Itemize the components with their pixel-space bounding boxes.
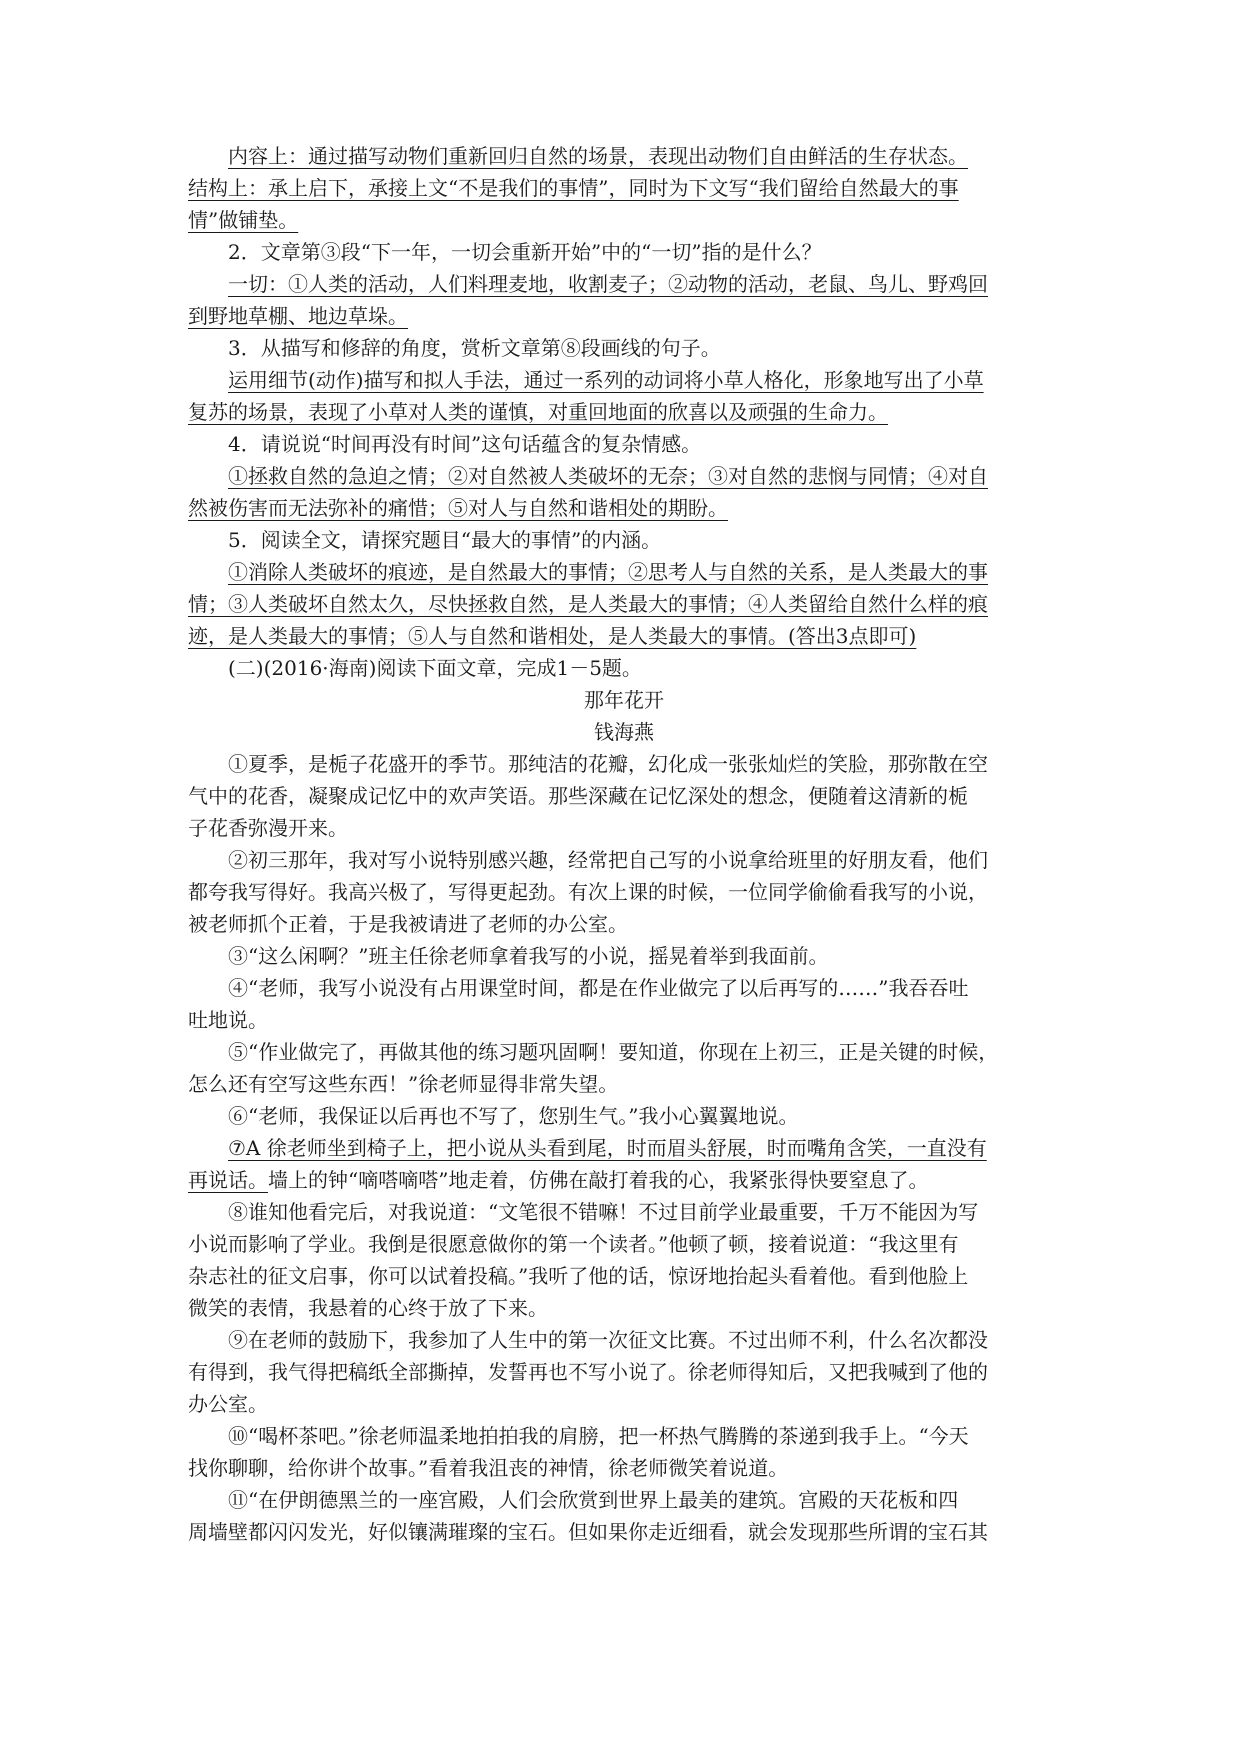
paragraph-line: 吐地说。 bbox=[188, 1008, 268, 1032]
paragraph-line: 找你聊聊，给你讲个故事。”看着我沮丧的神情，徐老师微笑着说道。 bbox=[188, 1456, 789, 1480]
question-2: 2．文章第③段“下一年，一切会重新开始”中的“一切”指的是什么？ bbox=[228, 240, 822, 264]
answer-3-line: 运用细节(动作)描写和拟人手法，通过一系列的动词将小草人格化，形象地写出了小草 bbox=[228, 368, 984, 392]
paragraph-line: ⑥“老师，我保证以后再也不写了，您别生气。”我小心翼翼地说。 bbox=[228, 1104, 799, 1128]
document-page bbox=[188, 140, 1060, 1548]
answer-5-line: 情；③人类破坏自然太久，尽快拯救自然，是人类最大的事情；④人类留给自然什么样的痕 bbox=[188, 592, 988, 616]
paragraph-line: 有得到，我气得把稿纸全部撕掉，发誓再也不写小说了。徐老师得知后，又把我喊到了他的 bbox=[188, 1360, 988, 1384]
paragraph-line bbox=[188, 1164, 1060, 1196]
paragraph-line: 子花香弥漫开来。 bbox=[188, 816, 348, 840]
question-4: 4．请说说“时间再没有时间”这句话蕴含的复杂情感。 bbox=[228, 432, 702, 456]
paragraph-line: ③“这么闲啊？”班主任徐老师拿着我写的小说，摇晃着举到我面前。 bbox=[228, 944, 829, 968]
paragraph-line: ②初三那年，我对写小说特别感兴趣，经常把自己写的小说拿给班里的好朋友看，他们 bbox=[228, 848, 988, 872]
answer-1-structure: 结构上：承上启下，承接上文“不是我们的事情”，同时为下文写“我们留给自然最大的事 bbox=[188, 176, 959, 200]
paragraph-7-underlined-end: 再说话。 bbox=[188, 1168, 268, 1192]
question-5: 5．阅读全文，请探究题目“最大的事情”的内涵。 bbox=[228, 528, 662, 552]
paragraph-line: 微笑的表情，我悬着的心终于放了下来。 bbox=[188, 1296, 548, 1320]
paragraph-7-underlined: ⑦A 徐老师坐到椅子上，把小说从头看到尾，时而眉头舒展，时而嘴角含笑，一直没有 bbox=[228, 1136, 987, 1160]
paragraph-line: ⑧谁知他看完后，对我说道：“文笔很不错嘛！不过目前学业最重要，千万不能因为写 bbox=[228, 1200, 979, 1224]
paragraph-line: 杂志社的征文启事，你可以试着投稿。”我听了他的话，惊讶地抬起头看着他。看到他脸上 bbox=[188, 1264, 969, 1288]
answer-5-line: ①消除人类破坏的痕迹，是自然最大的事情；②思考人与自然的关系，是人类最大的事 bbox=[228, 560, 988, 584]
paragraph-line: ⑪“在伊朗德黑兰的一座宫殿，人们会欣赏到世界上最美的建筑。宫殿的天花板和四 bbox=[228, 1488, 959, 1512]
answer-2-line: 一切：①人类的活动，人们料理麦地，收割麦子；②动物的活动，老鼠、鸟儿、野鸡回 bbox=[228, 272, 988, 296]
paragraph-line: 周墙壁都闪闪发光，好似镶满璀璨的宝石。但如果你走近细看，就会发现那些所谓的宝石其 bbox=[188, 1520, 988, 1544]
paragraph-line: 被老师抓个正着，于是我被请进了老师的办公室。 bbox=[188, 912, 628, 936]
answer-4-line: ①拯救自然的急迫之情；②对自然被人类破坏的无奈；③对自然的悲悯与同情；④对自 bbox=[228, 464, 988, 488]
answer-2-line: 到野地草棚、地边草垛。 bbox=[188, 304, 408, 328]
paragraph-line: ⑨在老师的鼓励下，我参加了人生中的第一次征文比赛。不过出师不利，什么名次都没 bbox=[228, 1328, 988, 1352]
paragraph-line: ④“老师，我写小说没有占用课堂时间，都是在作业做完了以后再写的……”我吞吞吐 bbox=[228, 976, 969, 1000]
article-title: 那年花开 bbox=[584, 688, 664, 712]
paragraph-line: 小说而影响了学业。我倒是很愿意做你的第一个读者。”他顿了顿，接着说道：“我这里有 bbox=[188, 1232, 959, 1256]
answer-4-line: 然被伤害而无法弥补的痛惜；⑤对人与自然和谐相处的期盼。 bbox=[188, 496, 728, 520]
section-2-intro: (二)(2016·海南)阅读下面文章，完成1－5题。 bbox=[228, 656, 642, 680]
answer-3-line: 复苏的场景，表现了小草对人类的谨慎，对重回地面的欣喜以及顽强的生命力。 bbox=[188, 400, 888, 424]
paragraph-line: ⑤“作业做完了，再做其他的练习题巩固啊！要知道，你现在上初三，正是关键的时候， bbox=[228, 1040, 999, 1064]
answer-1-content: 内容上：通过描写动物们重新回归自然的场景，表现出动物们自由鲜活的生存状态。 bbox=[228, 144, 968, 168]
answer-5-line: 迹，是人类最大的事情；⑤人与自然和谐相处，是人类最大的事情。(答出3点即可) bbox=[188, 624, 917, 648]
answer-1-structure-cont: 情”做铺垫。 bbox=[188, 208, 299, 232]
paragraph-line: ①夏季，是栀子花盛开的季节。那纯洁的花瓣，幻化成一张张灿烂的笑脸，那弥散在空 bbox=[228, 752, 988, 776]
paragraph-line: 办公室。 bbox=[188, 1392, 268, 1416]
paragraph-line: 怎么还有空写这些东西！”徐老师显得非常失望。 bbox=[188, 1072, 619, 1096]
paragraph-line: 都夸我写得好。我高兴极了，写得更起劲。有次上课的时候，一位同学偷偷看我写的小说， bbox=[188, 880, 988, 904]
article-author: 钱海燕 bbox=[594, 720, 654, 744]
paragraph-7-rest: 墙上的钟“嘀嗒嘀嗒”地走着，仿佛在敲打着我的心，我紧张得快要窒息了。 bbox=[268, 1168, 929, 1192]
paragraph-line: 气中的花香，凝聚成记忆中的欢声笑语。那些深藏在记忆深处的想念，便随着这清新的栀 bbox=[188, 784, 968, 808]
paragraph-line: ⑩“喝杯茶吧。”徐老师温柔地拍拍我的肩膀，把一杯热气腾腾的茶递到我手上。“今天 bbox=[228, 1424, 969, 1448]
question-3: 3．从描写和修辞的角度，赏析文章第⑧段画线的句子。 bbox=[228, 336, 721, 360]
